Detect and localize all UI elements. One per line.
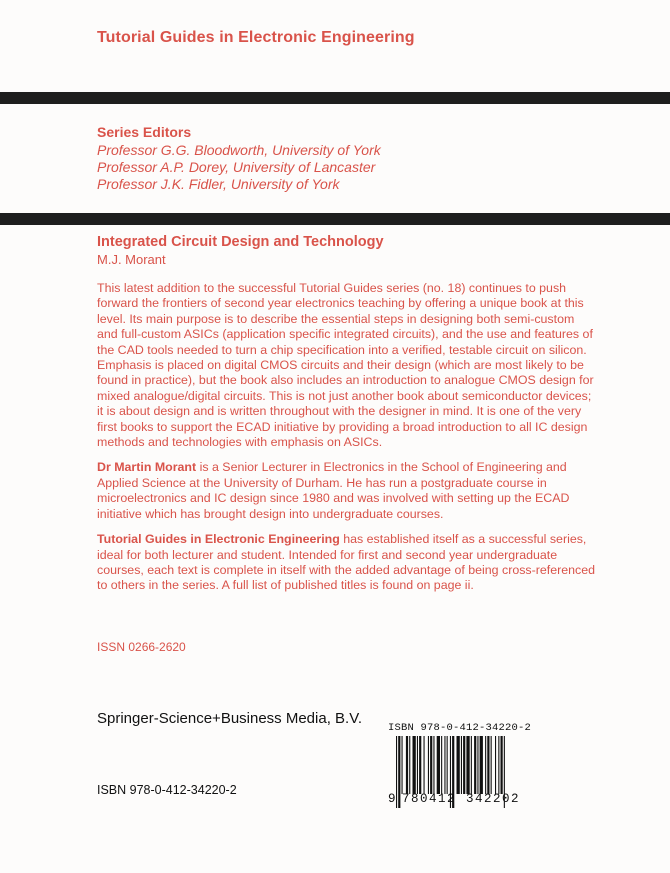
barcode-bar <box>398 736 400 808</box>
barcode <box>388 722 538 824</box>
barcode-bar <box>433 736 434 794</box>
issn: ISSN 0266-2620 <box>97 640 186 654</box>
barcode-bar <box>417 736 418 794</box>
barcode-bar <box>466 736 469 794</box>
barcode-bar <box>485 736 486 794</box>
barcode-bar <box>424 736 425 794</box>
editor-line: Professor A.P. Dorey, University of Lancaster <box>97 159 376 175</box>
description-paragraph: This latest addition to the successful Tutorial Guides series (no. 18) continues to push forward the frontiers of second year electronics teaching by offering a unique book at this level. Its main purpose is to describe the essential steps in designing both semi-custom and full-custom ASICs (application specific integrated circuits), and the use and features of the CAD tools needed to turn a chip specification into a verified, testable circuit on silicon. Emphasis is placed on digital CMOS circuits and their design (which are most likely to be found in practice), but the book also includes an introduction to analogue CMOS design for mixed analogue/digital circuits. This is not just another book about semiconductor devices; it is about design and is written throughout with the designer in mind. It is one of the very first books to support the ECAD initiative by providing a broad introduction to all IC design methods and technologies with emphasis on ASICs. <box>97 281 594 450</box>
blurb <box>97 281 597 604</box>
barcode-isbn-label: ISBN 978-0-412-34220-2 <box>388 722 532 734</box>
barcode-bar <box>495 736 496 794</box>
barcode-bar <box>406 736 408 794</box>
series-blurb-paragraph <box>97 532 597 594</box>
barcode-digit-first: 9 <box>388 792 396 806</box>
barcode-bar <box>441 736 442 794</box>
barcode-digits-right: 342202 <box>466 792 521 806</box>
barcode-bar <box>437 736 440 794</box>
book-author: M.J. Morant <box>97 252 166 267</box>
barcode-bar <box>474 736 476 794</box>
barcode-bar <box>491 736 492 794</box>
series-banner: Tutorial Guides in Electronic Engineering <box>97 29 415 46</box>
barcode-bar <box>498 736 499 794</box>
barcode-bar <box>477 736 478 794</box>
barcode-digits-left: 780412 <box>402 792 457 806</box>
series-blurb-name: Tutorial Guides in Electronic Engineering <box>97 532 340 547</box>
barcode-bar <box>463 736 465 794</box>
barcode-digits <box>388 792 538 824</box>
barcode-bar <box>487 736 489 794</box>
barcode-bar <box>444 736 445 794</box>
barcode-bar <box>413 736 416 794</box>
editors-heading: Series Editors <box>97 124 192 140</box>
barcode-bar <box>419 736 421 794</box>
barcode-bar <box>471 736 472 794</box>
author-bio-text: is a Senior Lecturer in Electronics in the School of Engineering and Applied Science at the University of Durham. He has run a postgraduate course in microelectronics and IC design since 1980 and was involved with setting up the ECAD initiative which has brought design into undergraduate courses. <box>97 460 570 521</box>
barcode-bar <box>428 736 429 794</box>
author-bio-name: Dr Martin Morant <box>97 460 197 475</box>
isbn-text: ISBN 978-0-412-34220-2 <box>97 783 237 797</box>
author-bio-paragraph <box>97 460 597 522</box>
editor-line: Professor G.G. Bloodworth, University of York <box>97 142 381 158</box>
publisher: Springer-Science+Business Media, B.V. <box>97 710 363 727</box>
barcode-bar <box>430 736 432 794</box>
series-editors <box>97 124 381 193</box>
barcode-bar <box>402 736 403 794</box>
editor-line: Professor J.K. Fidler, University of York <box>97 176 340 192</box>
barcode-bar <box>409 736 410 794</box>
top-divider <box>0 92 670 104</box>
middle-divider <box>0 213 670 225</box>
barcode-bar <box>457 736 460 794</box>
barcode-bar <box>396 736 397 808</box>
book-title: Integrated Circuit Design and Technology <box>97 234 384 250</box>
barcode-bar <box>461 736 462 794</box>
barcode-bar <box>480 736 483 794</box>
series-blurb-text: has established itself as a successful series, ideal for both lecturer and student. Intended for first and second year undergraduate courses, each text is complete in itself with the added advantage of being cross-referenced to others in the series. A full list of published titles is found on page ii. <box>97 532 595 593</box>
barcode-bar <box>447 736 448 794</box>
barcode-bar <box>501 736 503 794</box>
